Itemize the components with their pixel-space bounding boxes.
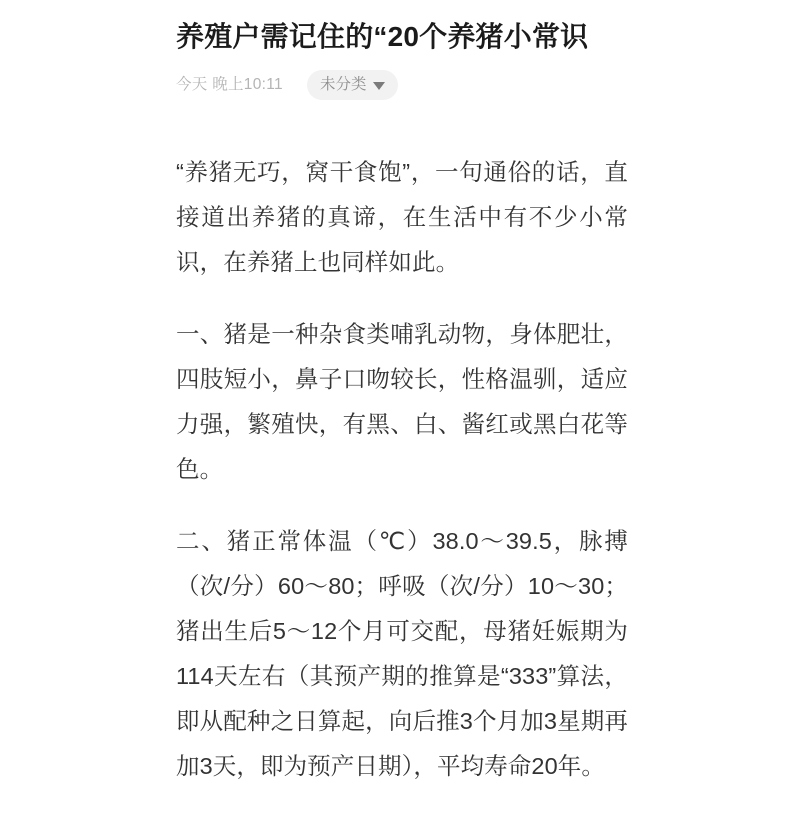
chevron-down-icon <box>373 82 385 90</box>
timestamp: 今天 晚上10:11 <box>176 76 283 93</box>
article-body <box>176 150 628 789</box>
category-label: 未分类 <box>319 76 367 93</box>
category-selector[interactable] <box>307 70 399 100</box>
article-content-column <box>176 0 628 789</box>
paragraph: “养猪无巧，窝干食饱”，一句通俗的话，直接道出养猪的真谛，在生活中有不少小常识，在养猪上也同样如此。 <box>176 159 628 275</box>
page-title: 养殖户需记住的“20个养猪小常识 <box>176 21 589 52</box>
paragraph: 二、猪正常体温（℃）38.0～39.5，脉搏（次/分）60～80；呼吸（次/分）10～30；猪出生后5～12个月可交配，母猪妊娠期为114天左右（其预产期的推算是“333”算法，即从配种之日算起，向后推3个月加3星期再加3天，即为预产日期），平均寿命20年。 <box>176 528 628 779</box>
paragraph: 一、猪是一种杂食类哺乳动物，身体肥壮，四肢短小，鼻子口吻较长，性格温驯，适应力强，繁殖快，有黑、白、酱红或黑白花等色。 <box>176 321 628 482</box>
article-meta-row <box>176 70 628 100</box>
